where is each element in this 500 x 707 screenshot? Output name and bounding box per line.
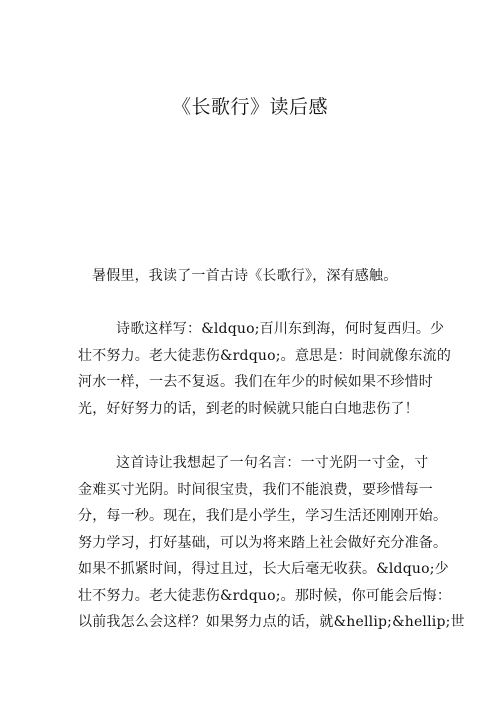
- paragraph-line: 壮不努力。老大徒悲伤&rdquo;。那时候，你可能会后悔：: [78, 587, 452, 604]
- paragraph-line: 金难买寸光阴。时间很宝贵，我们不能浪费，要珍惜每一: [78, 481, 433, 498]
- paragraph-line: 暑假里，我读了一首古诗《长歌行》，深有感触。: [92, 268, 398, 284]
- document-title: 《长歌行》读后感: [171, 96, 328, 118]
- paragraph-2: [78, 316, 452, 422]
- paragraph-line: 以前我怎么会这样？如果努力点的话，就&hellip;&hellip;世: [78, 614, 465, 630]
- paragraph-line: 光，好好努力的话，到老的时候就只能白白地悲伤了！: [78, 400, 419, 417]
- paragraph-1: [78, 263, 424, 290]
- paragraph-line: 努力学习，打好基础，可以为将来踏上社会做好充分准备。: [78, 534, 448, 551]
- paragraph-line: 诗歌这样写：&ldquo;百川东到海，何时复西归。少: [116, 321, 445, 337]
- paragraph-3: [78, 450, 465, 636]
- paragraph-line: 这首诗让我想起了一句名言：一寸光阴一寸金，寸: [116, 455, 429, 471]
- paragraph-line: 如果不抓紧时间，得过且过，长大后毫无收获。&ldquo;少: [78, 561, 449, 577]
- paragraph-line: 分，每一秒。现在，我们是小学生，学习生活还刚刚开始。: [78, 508, 448, 524]
- paragraph-line: 壮不努力。老大徒悲伤&rdquo;。意思是：时间就像东流的: [78, 347, 452, 364]
- paragraph-line: 河水一样，一去不复返。我们在年少的时候如果不珍惜时: [78, 374, 433, 390]
